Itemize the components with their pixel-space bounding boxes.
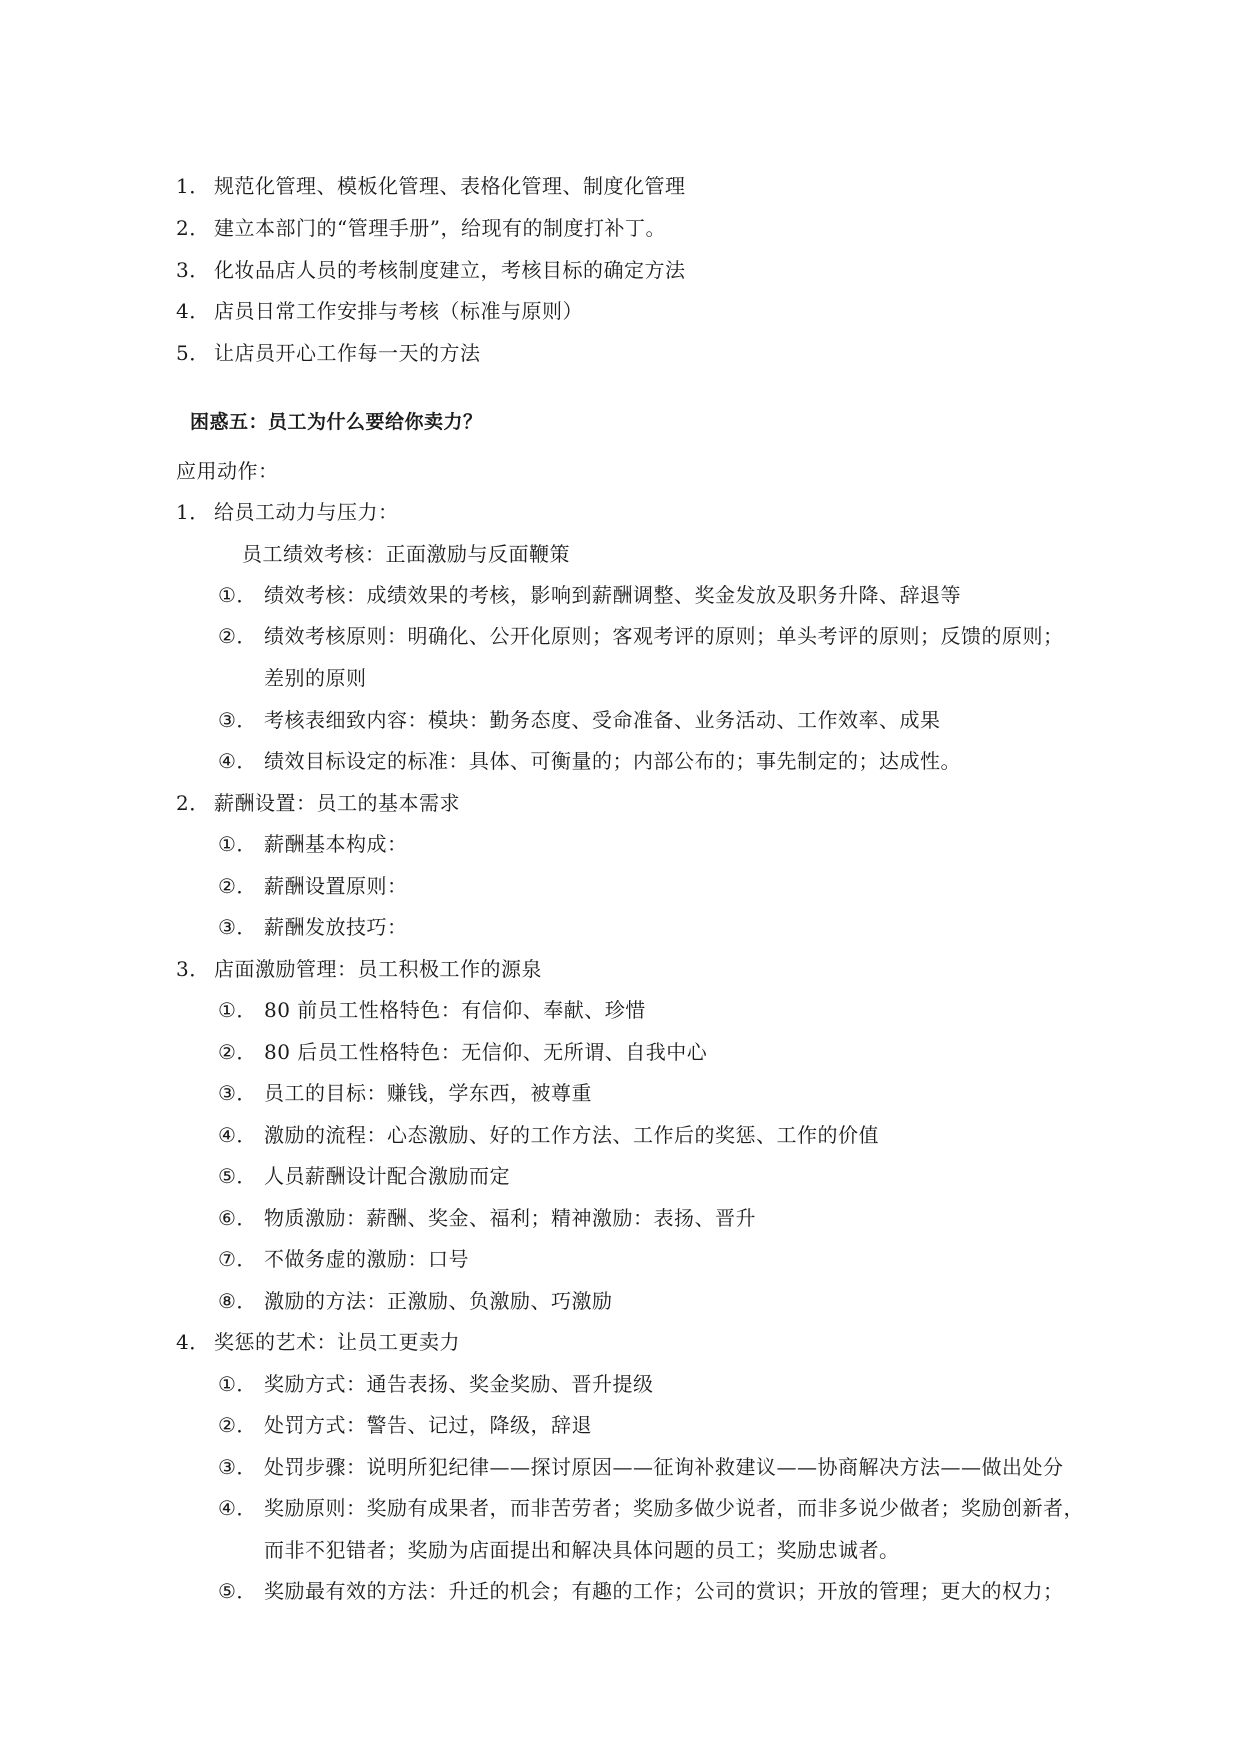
sub-item: ③． 考核表细致内容：模块：勤务态度、受命准备、业务活动、工作效率、成果	[218, 708, 941, 732]
sub-item: ③． 处罚步骤：说明所犯纪律——探讨原因——征询补救建议——协商解决方法——做出处分	[218, 1455, 1064, 1479]
sub-item: ⑤． 人员薪酬设计配合激励而定	[218, 1164, 510, 1188]
sub-intro: 员工绩效考核：正面激励与反面鞭策	[242, 542, 570, 566]
sub-item: ④． 激励的流程：心态激励、好的工作方法、工作后的奖惩、工作的价值	[218, 1123, 879, 1147]
section-intro: 应用动作：	[176, 459, 279, 483]
sub-item-continuation: 差别的原则	[264, 666, 367, 690]
sub-item: ③． 员工的目标：赚钱，学东西，被尊重	[218, 1081, 592, 1105]
list-item: 3． 店面激励管理：员工积极工作的源泉	[176, 957, 542, 981]
list-item: 3． 化妆品店人员的考核制度建立，考核目标的确定方法	[176, 258, 686, 282]
sub-item: ②． 薪酬设置原则：	[218, 874, 408, 898]
list-item: 4． 店员日常工作安排与考核（标准与原则）	[176, 299, 583, 323]
sub-item: ①． 80 前员工性格特色：有信仰、奉献、珍惜	[218, 998, 646, 1022]
list-item: 2． 薪酬设置：员工的基本需求	[176, 791, 460, 815]
sub-item: ①． 薪酬基本构成：	[218, 832, 408, 856]
sub-item: ④． 奖励原则：奖励有成果者，而非苦劳者；奖励多做少说者，而非多说少做者；奖励创新者，	[218, 1496, 1084, 1520]
section-heading: 困惑五：员工为什么要给你卖力？	[190, 411, 483, 433]
sub-item: ⑦． 不做务虚的激励：口号	[218, 1247, 469, 1271]
sub-item: ④． 绩效目标设定的标准：具体、可衡量的；内部公布的；事先制定的；达成性。	[218, 749, 961, 773]
list-item: 2． 建立本部门的“管理手册”，给现有的制度打补丁。	[176, 216, 666, 240]
list-item: 5． 让店员开心工作每一天的方法	[176, 341, 481, 365]
list-item: 1． 给员工动力与压力：	[176, 500, 399, 524]
sub-item: ⑧． 激励的方法：正激励、负激励、巧激励	[218, 1289, 613, 1313]
sub-item: ⑥． 物质激励：薪酬、奖金、福利；精神激励：表扬、晋升	[218, 1206, 756, 1230]
list-item: 4． 奖惩的艺术：让员工更卖力	[176, 1330, 460, 1354]
list-item: 1． 规范化管理、模板化管理、表格化管理、制度化管理	[176, 174, 686, 198]
sub-item: ②． 绩效考核原则：明确化、公开化原则；客观考评的原则；单头考评的原则；反馈的原则；	[218, 624, 1064, 648]
sub-item-continuation: 而非不犯错者；奖励为店面提出和解决具体问题的员工；奖励忠诚者。	[264, 1538, 900, 1562]
sub-item: ②． 80 后员工性格特色：无信仰、无所谓、自我中心	[218, 1040, 708, 1064]
sub-item: ③． 薪酬发放技巧：	[218, 915, 408, 939]
sub-item: ①． 绩效考核：成绩效果的考核，影响到薪酬调整、奖金发放及职务升降、辞退等	[218, 583, 961, 607]
sub-item: ⑤． 奖励最有效的方法：升迁的机会；有趣的工作；公司的赏识；开放的管理；更大的权力；	[218, 1579, 1064, 1603]
sub-item: ②． 处罚方式：警告、记过，降级，辞退	[218, 1413, 592, 1437]
sub-item: ①． 奖励方式：通告表扬、奖金奖励、晋升提级	[218, 1372, 654, 1396]
